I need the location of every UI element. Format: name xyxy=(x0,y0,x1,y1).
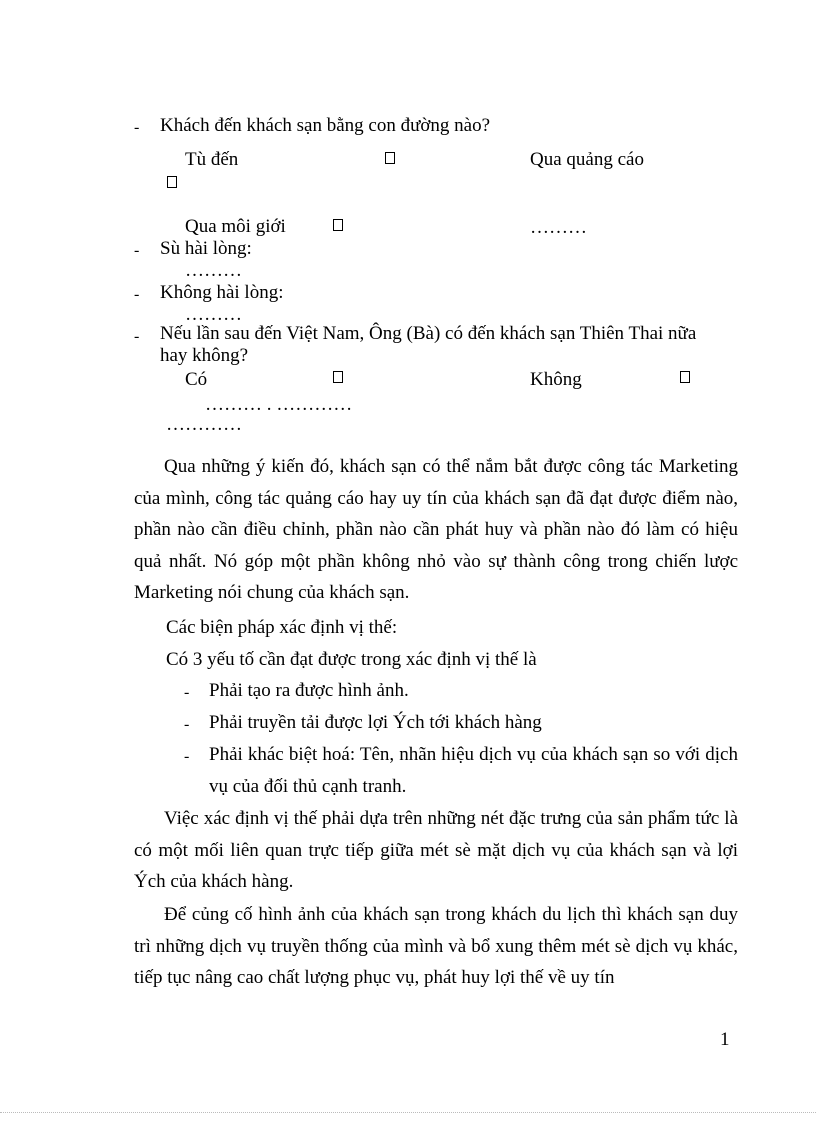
bullet-item: Phải truyền tải được lợi Ých tới khách hàng xyxy=(209,712,542,733)
q4-dash: - xyxy=(134,328,140,345)
q1-self-checkbox[interactable] xyxy=(385,152,395,164)
bullet-item: Phải tạo ra được hình ảnh. xyxy=(209,680,409,701)
q4-blank-1: ……… . ………… xyxy=(205,394,353,415)
q4-option-yes: Có xyxy=(185,369,208,390)
q4-option-no: Không xyxy=(530,369,582,390)
q1-blank: ……… xyxy=(530,217,587,238)
page-number: 1 xyxy=(720,1029,730,1050)
page-bottom-edge xyxy=(0,1112,816,1113)
line-positioning-measures: Các biện pháp xác định vị thế: xyxy=(166,617,398,638)
q1-dash: - xyxy=(134,119,140,136)
bullet-dash: - xyxy=(184,716,190,733)
q4-yes-checkbox[interactable] xyxy=(333,371,343,383)
q2-blank: ……… xyxy=(185,260,242,281)
q1-ads-checkbox[interactable] xyxy=(167,176,177,188)
line-three-factors: Có 3 yếu tố cần đạt được trong xác định vị thế là xyxy=(166,649,537,670)
paragraph-marketing-feedback: Qua những ý kiến đó, khách sạn có thể nắm bắt được công tác Marketing của mình, công tác quảng cáo hay uy tín của khách sạn đã đạt được điểm nào, phần nào cần điều chỉnh, phần nào cần phát huy và phần nào đó làm có hiệu quả nhất. Nó góp một phần không nhỏ vào sự thành công trong chiến lược Marketing nói chung của khách sạn. xyxy=(134,456,738,604)
q3-label: Không hài lòng: xyxy=(160,282,284,303)
q1-option-self: Tù đến xyxy=(185,149,239,170)
q3-dash: - xyxy=(134,286,140,303)
q1-option-ads: Qua quảng cáo xyxy=(530,149,644,170)
q4-blank-2: ………… xyxy=(166,414,242,435)
q1-broker-checkbox[interactable] xyxy=(333,219,343,231)
q1-question: Khách đến khách sạn bằng con đường nào? xyxy=(160,115,491,136)
q2-label: Sù hài lòng: xyxy=(160,238,252,259)
q4-question-line1: Nếu lần sau đến Việt Nam, Ông (Bà) có đến khách sạn Thiên Thai nữa xyxy=(160,323,697,344)
paragraph-positioning: Việc xác định vị thế phải dựa trên những nét đặc trưng của sản phẩm tức là có một mối liên quan trực tiếp giữa mét sè mặt dịch vụ của khách sạn và lợi Ých của khách hàng. xyxy=(134,808,738,893)
q4-no-checkbox[interactable] xyxy=(680,371,690,383)
bullet-item: Phải khác biệt hoá: Tên, nhãn hiệu dịch vụ của khách sạn so với dịch vụ của đối thủ cạnh tranh. xyxy=(209,744,738,797)
paragraph-image-building: Để củng cố hình ảnh của khách sạn trong khách du lịch thì khách sạn duy trì những dịch vụ truyền thống của mình và bổ xung thêm mét sè dịch vụ khác, tiếp tục nâng cao chất lượng phục vụ, phát huy lợi thế về uy tín xyxy=(134,904,738,989)
bullet-dash: - xyxy=(184,684,190,701)
q3-blank: ……… xyxy=(185,304,242,325)
bullet-dash: - xyxy=(184,748,190,765)
q4-question-line2: hay không? xyxy=(160,345,249,366)
q1-option-broker: Qua môi giới xyxy=(185,216,286,237)
q2-dash: - xyxy=(134,242,140,259)
